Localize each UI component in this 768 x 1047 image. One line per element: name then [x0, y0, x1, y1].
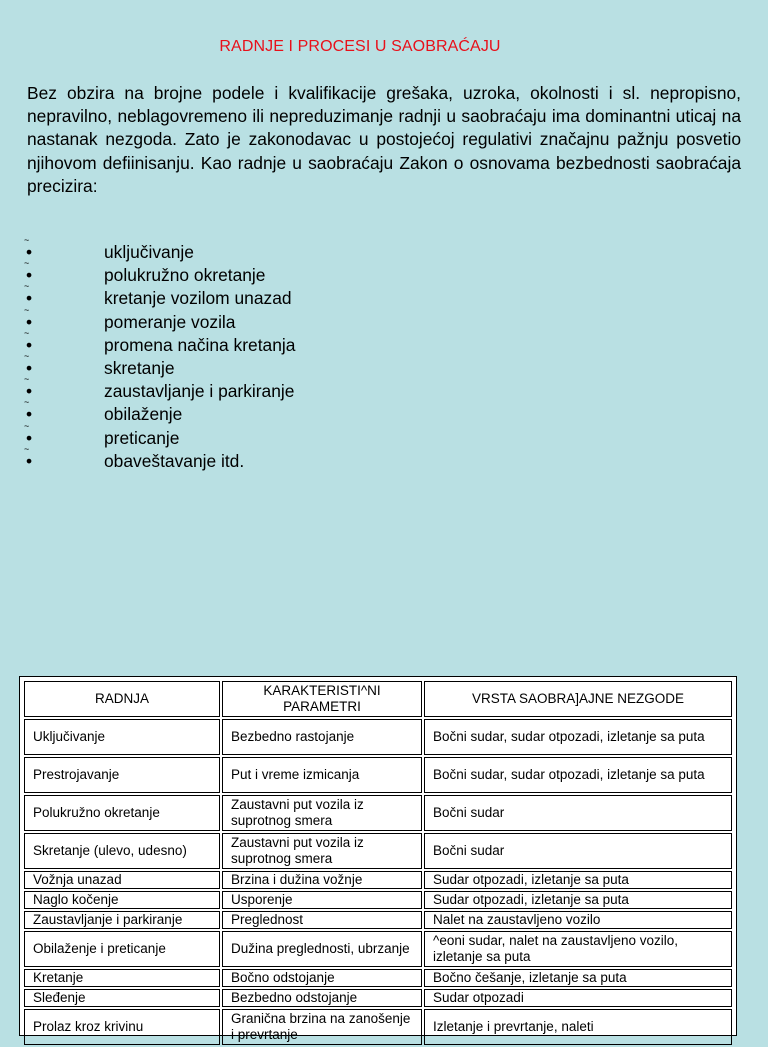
- list-item-text: obilaženje: [104, 404, 183, 425]
- cell-parametri: Zaustavni put vozila iz suprotnog smera: [222, 833, 422, 869]
- list-item-text: uključivanje: [104, 242, 194, 262]
- list-item-text: skretanje: [104, 357, 175, 378]
- list-item-text: preticanje: [104, 427, 180, 448]
- intro-paragraph: Bez obzira na brojne podele i kvalifikacije grešaka, uzroka, okolnosti i sl. nepropisno, nepravilno, neblagovremeno ili nepreduzimanje radnji u saobraćaju ima dominantni uticaj na nastanak nezgoda. Zato je zakonodavac u postojećoj regulativi značajnu pažnju posvetio njihovom defiinisanju. Kao radnje u saobraćaju Zakon o osnovama bezbednosti saobraćaja precizira:: [27, 83, 741, 196]
- tilde-mark: ~: [24, 443, 30, 454]
- table-row: [24, 719, 732, 755]
- tilde-mark: ~: [24, 258, 30, 269]
- bullet-icon: •: [26, 334, 33, 355]
- table-header-row: [24, 681, 732, 717]
- cell-radnja: Vožnja unazad: [24, 871, 220, 889]
- accident-table: [22, 679, 734, 1047]
- cell-vrsta-nezgode: Sudar otpozadi, izletanje sa puta: [424, 871, 732, 889]
- cell-radnja: Obilaženje i preticanje: [24, 931, 220, 967]
- cell-parametri: Bezbedno rastojanje: [222, 719, 422, 755]
- tilde-mark: ~: [24, 235, 30, 245]
- cell-radnja: Naglo kočenje: [24, 891, 220, 909]
- cell-vrsta-nezgode: Izletanje i prevrtanje, naleti: [424, 1009, 732, 1045]
- list-item-text: promena načina kretanja: [104, 334, 296, 355]
- header-parametri: KARAKTERISTI^NI PARAMETRI: [222, 681, 422, 717]
- bullet-icon: •: [26, 450, 33, 471]
- bullet-icon: •: [26, 311, 33, 332]
- cell-parametri: Brzina i dužina vožnje: [222, 871, 422, 889]
- cell-parametri: Usporenje: [222, 891, 422, 909]
- cell-radnja: Slеđenje: [24, 989, 220, 1007]
- table-row: [24, 833, 732, 869]
- table-row: [24, 969, 732, 987]
- list-item-text: polukružno okretanje: [104, 265, 266, 286]
- cell-parametri: Bočno odstojanje: [222, 969, 422, 987]
- table-row: [24, 931, 732, 967]
- bullet-icon: •: [26, 265, 33, 286]
- list-item-text: pomeranje vozila: [104, 311, 236, 332]
- cell-vrsta-nezgode: Sudar otpozadi, izletanje sa puta: [424, 891, 732, 909]
- cell-vrsta-nezgode: Bočni sudar: [424, 795, 732, 831]
- cell-parametri: Put i vreme izmicanja: [222, 757, 422, 793]
- header-radnja: RADNJA: [24, 681, 220, 717]
- cell-parametri: Preglednost: [222, 911, 422, 929]
- tilde-mark: ~: [24, 327, 30, 338]
- table-row: [24, 1009, 732, 1045]
- bullet-icon: •: [26, 357, 33, 378]
- cell-radnja: Prestrojavanje: [24, 757, 220, 793]
- cell-vrsta-nezgode: Bočno češanje, izletanje sa puta: [424, 969, 732, 987]
- table-row: [24, 871, 732, 889]
- tilde-mark: ~: [24, 281, 30, 292]
- tilde-mark: ~: [24, 374, 30, 385]
- bullet-icon: •: [26, 288, 33, 309]
- table-row: [24, 795, 732, 831]
- tilde-mark: ~: [24, 420, 30, 431]
- cell-parametri: Zaustavni put vozila iz suprotnog smera: [222, 795, 422, 831]
- table-row: [24, 757, 732, 793]
- bullet-icon: •: [26, 242, 33, 262]
- header-vrsta-nezgode: VRSTA SAOBRA]AJNE NEZGODE: [424, 681, 732, 717]
- cell-vrsta-nezgode: Sudar otpozadi: [424, 989, 732, 1007]
- cell-radnja: Kretanje: [24, 969, 220, 987]
- table-row: [24, 989, 732, 1007]
- tilde-mark: ~: [24, 304, 30, 315]
- tilde-mark: ~: [24, 350, 30, 361]
- bullet-icon: •: [26, 427, 33, 448]
- cell-radnja: Polukružno okretanje: [24, 795, 220, 831]
- cell-radnja: Skretanje (ulevo, udesno): [24, 833, 220, 869]
- table-row: [24, 911, 732, 929]
- cell-vrsta-nezgode: Bočni sudar: [424, 833, 732, 869]
- cell-radnja: Uključivanje: [24, 719, 220, 755]
- bullet-icon: •: [26, 404, 33, 425]
- list-item-text: kretanje vozilom unazad: [104, 288, 292, 309]
- cell-vrsta-nezgode: Bočni sudar, sudar otpozadi, izletanje sa puta: [424, 757, 732, 793]
- cell-radnja: Zaustavljanje i parkiranje: [24, 911, 220, 929]
- cell-vrsta-nezgode: ^eoni sudar, nalet na zaustavljeno vozilo, izletanje sa puta: [424, 931, 732, 967]
- tilde-mark: ~: [24, 397, 30, 408]
- cell-vrsta-nezgode: Bočni sudar, sudar otpozadi, izletanje sa puta: [424, 719, 732, 755]
- table-row: [24, 891, 732, 909]
- cell-vrsta-nezgode: Nalet na zaustavljeno vozilo: [424, 911, 732, 929]
- list-item-text: zaustavljanje i parkiranje: [104, 381, 295, 402]
- bullet-icon: •: [26, 381, 33, 402]
- page-title: RADNJE I PROCESI U SAOBRAĆAJU: [219, 38, 501, 55]
- cell-parametri: Granična brzina na zanošenje i prevrtanje: [222, 1009, 422, 1045]
- cell-parametri: Bezbedno odstojanje: [222, 989, 422, 1007]
- cell-radnja: Prolaz kroz krivinu: [24, 1009, 220, 1045]
- accident-table-frame: [19, 676, 737, 1042]
- list-item-text: obaveštavanje itd.: [104, 450, 245, 471]
- cell-parametri: Dužina preglednosti, ubrzanje: [222, 931, 422, 967]
